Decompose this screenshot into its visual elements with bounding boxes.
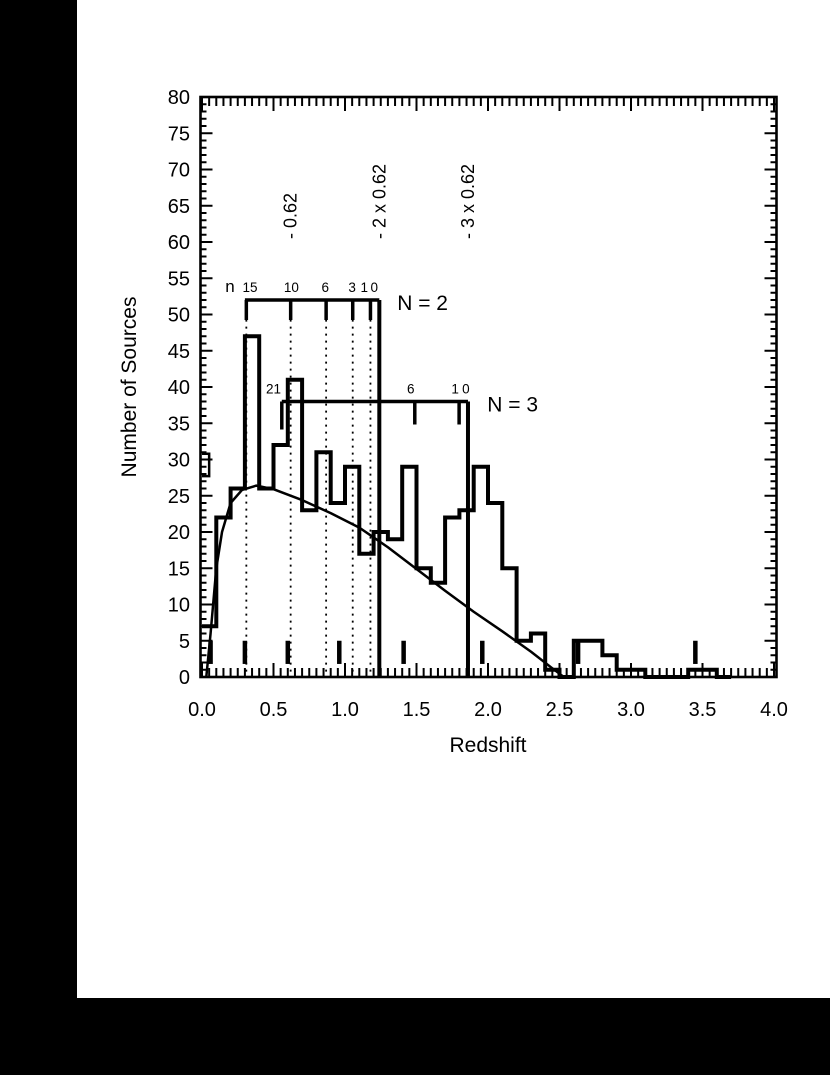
misc-annotations [202, 454, 209, 476]
y-tick-label: 5 [178, 630, 190, 653]
y-tick-label: 20 [167, 522, 190, 544]
y-tick-label: 0 [178, 667, 190, 689]
x-tick-label: 3.5 [688, 699, 717, 721]
x-tick-label: 1.0 [331, 699, 359, 721]
peak-position-markers [211, 641, 696, 664]
x-tick-label: 2.5 [545, 699, 574, 721]
y-tick-label: 70 [167, 159, 190, 182]
rotated-multiple-label: - 0.62 [280, 192, 301, 239]
x-tick-label: 0.5 [259, 699, 288, 721]
x-tick-label: 3.0 [617, 699, 645, 721]
rotated-multiple-labels [281, 164, 478, 239]
comb-tick-count: 0 [370, 280, 379, 295]
comb-tick-count: 10 [283, 280, 299, 295]
comb-name-label: N = 3 [487, 393, 539, 417]
comb-tick-count: 15 [242, 280, 258, 295]
rotated-multiple-label: - 2 x 0.62 [369, 163, 390, 239]
comb-tick-count: 1 [451, 381, 459, 397]
comb-tick-count: 0 [462, 381, 470, 397]
comb-tick-count: 3 [348, 280, 356, 295]
comb-series-label: n [225, 277, 235, 296]
x-tick-label: 0.0 [188, 699, 216, 721]
y-tick-label: 55 [167, 268, 190, 291]
comb-name-label: N = 2 [397, 292, 448, 315]
y-tick-label: 45 [167, 340, 190, 363]
x-tick-label: 4.0 [760, 699, 788, 721]
y-tick-label: 25 [167, 485, 190, 508]
y-tick-label: 30 [167, 449, 190, 472]
harmonic-solid-lines [379, 300, 468, 676]
x-tick-label: 2.0 [474, 699, 502, 721]
y-tick-label: 65 [167, 195, 190, 218]
y-tick-label: 60 [167, 232, 190, 254]
y-tick-label: 75 [167, 123, 190, 146]
axis-bracket [202, 454, 209, 476]
y-tick-label: 50 [167, 304, 190, 327]
model-curve-path [206, 486, 564, 677]
comb-tick-count: 1 [360, 280, 369, 295]
y-axis-label: Number of Sources [118, 296, 141, 478]
rotated-multiple-label: - 3 x 0.62 [457, 163, 478, 239]
x-axis-label: Redshift [449, 734, 527, 757]
y-tick-label: 15 [167, 558, 190, 581]
harmonic-dotted-lines [246, 320, 370, 676]
y-tick-label: 80 [167, 87, 190, 109]
y-tick-label: 40 [167, 377, 190, 399]
comb-annotations [225, 277, 538, 430]
x-tick-label: 1.5 [402, 699, 431, 721]
y-tick-label: 35 [167, 413, 190, 436]
comb-tick-count: 21 [265, 381, 282, 397]
comb-tick-count: 6 [407, 381, 415, 397]
comb-tick-count: 6 [321, 280, 330, 295]
y-tick-label: 10 [167, 594, 190, 617]
model-curve [206, 486, 564, 677]
